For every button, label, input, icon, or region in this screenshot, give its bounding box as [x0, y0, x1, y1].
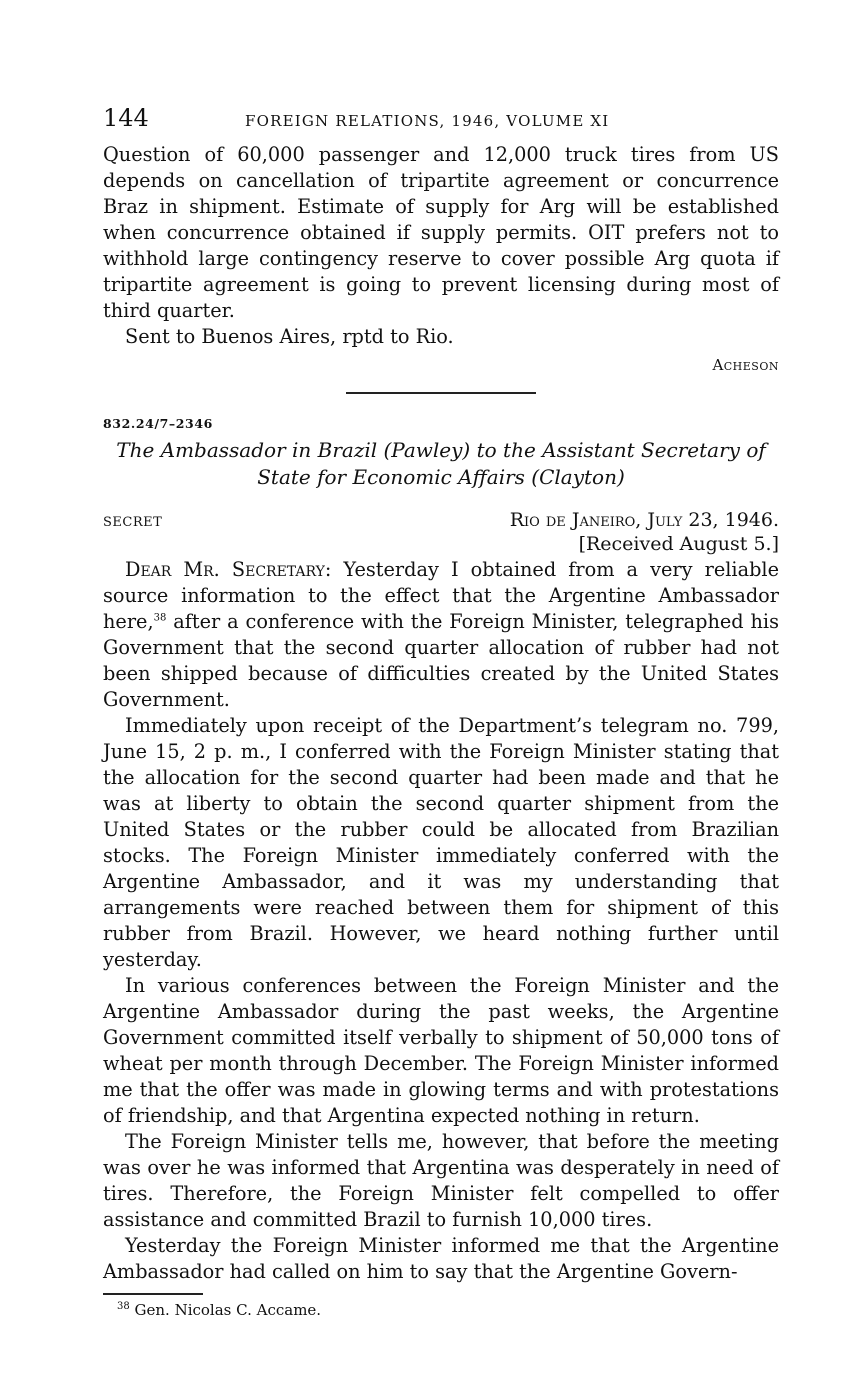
place-date: [510, 509, 779, 531]
signature: Acheson: [712, 356, 779, 374]
paragraph-4: The Foreign Minister tells me, however, that before the meeting was over he was informed that Argentina was desperately in need of tires. Therefore, the Foreign Minister felt compelled to offer assistance and committed Brazil to furnish 10,000 tires.: [103, 1130, 779, 1231]
file-number: 832.24/7–2346: [103, 416, 213, 431]
prev-doc-paragraph: Question of 60,000 passenger and 12,000 truck tires from US depends on cancellation of tripartite agreement or concurrence Braz in shipment. Estimate of supply for Arg will be established when concurrence obtained if supply permits. OIT prefers not to withhold large contingency reserve to cover possible Arg quota if tripartite agreement is going to prevent licensing during most of third quarter.: [103, 143, 779, 322]
footnote: [117, 1301, 779, 1319]
paragraph-1-rest: after a conference with the Foreign Minister, telegraphed his Government that the second quarter allocation of rubber had not been shipped because of difficulties created by the United States Government.: [103, 610, 779, 711]
paragraph-1-text: Yesterday I obtained from a very reliable source information to the effect that the Argentine Ambassador here,: [103, 558, 779, 633]
page-number: 144: [103, 104, 149, 132]
footnote-marker: 38: [117, 1300, 130, 1312]
paragraph-5: Yesterday the Foreign Minister informed me that the Argentine Ambassador had called on him to say that the Argentine Govern-: [103, 1234, 779, 1283]
page-header: [103, 104, 779, 142]
prev-doc-sent-line: Sent to Buenos Aires, rptd to Rio.: [125, 325, 454, 348]
running-head: FOREIGN RELATIONS, 1946, VOLUME XI: [245, 112, 610, 130]
salutation: Dear Mr. Secretary:: [125, 558, 332, 581]
paragraph-2: Immediately upon receipt of the Department’s telegram no. 799, June 15, 2 p. m., I conferred with the Foreign Minister stating that the allocation for the second quarter had been made and that he was at liberty to obtain the second quarter shipment from the United States or the rubber could be allocated from Brazilian stocks. The Foreign Minister immediately conferred with the Argentine Ambassador, and it was my understanding that arrangements were reached between them for shipment of this rubber from Brazil. However, we heard nothing further until yesterday.: [103, 714, 779, 971]
document-title: The Ambassador in Brazil (Pawley) to the Assistant Secretary of State for Economic Affairs (Clayton): [116, 438, 766, 489]
paragraph-1: [103, 557, 779, 713]
footnote-divider: [103, 1293, 203, 1295]
document-meta: [103, 509, 779, 531]
footnote-ref: 38: [153, 612, 167, 624]
section-divider: [346, 392, 536, 394]
classification: SECRET: [103, 515, 163, 530]
paragraph-3: In various conferences between the Foreign Minister and the Argentine Ambassador during the past weeks, the Argentine Government committed itself verbally to shipment of 50,000 tons of wheat per month through December. The Foreign Minister informed me that the offer was made in glowing terms and with protestations of friendship, and that Argentina expected nothing in return.: [103, 974, 779, 1127]
received-date: [Received August 5.]: [578, 533, 779, 555]
page: [103, 104, 779, 1319]
place-date-text: Rio de Janeiro, July 23, 1946.: [509, 509, 779, 531]
footnote-text: Gen. Nicolas C. Accame.: [134, 1300, 322, 1319]
